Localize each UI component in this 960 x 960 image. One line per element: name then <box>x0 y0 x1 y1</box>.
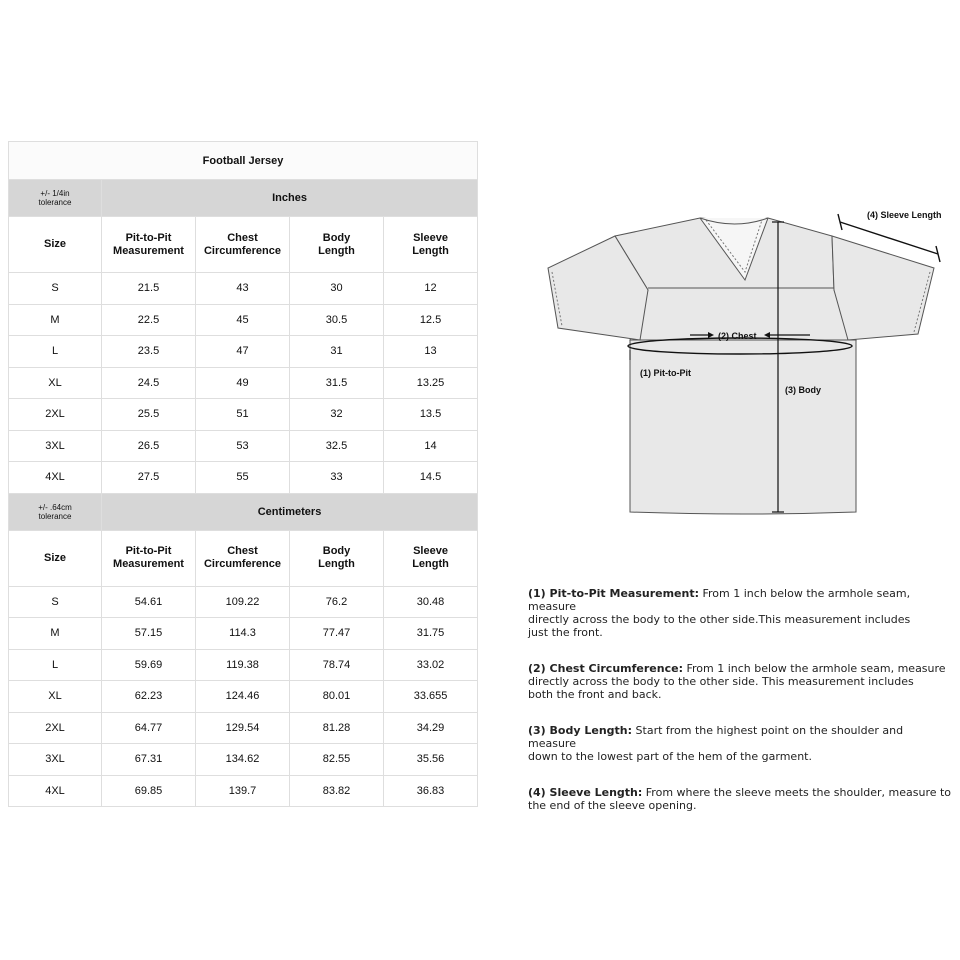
table-row <box>9 618 478 650</box>
table-row <box>9 462 478 494</box>
measurement-cell: 54.61 <box>102 586 196 618</box>
measurement-cell: 83.82 <box>290 775 384 807</box>
measurement-cell: 62.23 <box>102 681 196 713</box>
measurement-cell: 64.77 <box>102 712 196 744</box>
size-chart <box>8 141 477 807</box>
table-row <box>9 744 478 776</box>
size-cell: 3XL <box>9 744 102 776</box>
centimeters-section-row <box>9 493 478 530</box>
centimeters-unit-label: Centimeters <box>102 493 478 530</box>
inches-unit-label: Inches <box>102 180 478 217</box>
measurement-cell: 80.01 <box>290 681 384 713</box>
measurement-cell: 12 <box>384 273 478 305</box>
measurement-cell: 67.31 <box>102 744 196 776</box>
table-row <box>9 336 478 368</box>
column-header-line: Chest <box>227 545 258 557</box>
measurement-cell: 69.85 <box>102 775 196 807</box>
measurement-cell: 24.5 <box>102 367 196 399</box>
column-header-line: Circumference <box>203 558 282 570</box>
column-header-line: Size <box>43 238 66 250</box>
column-header-line: Pit-to-Pit <box>125 545 172 557</box>
size-cell: S <box>9 586 102 618</box>
measurement-cell: 55 <box>196 462 290 494</box>
measurement-cell: 21.5 <box>102 273 196 305</box>
column-header-line: Size <box>43 551 66 564</box>
measurement-cell: 31.5 <box>290 367 384 399</box>
measurement-cell: 36.83 <box>384 775 478 807</box>
measurement-cell: 57.15 <box>102 618 196 650</box>
column-header <box>290 530 384 586</box>
measurement-cell: 30.48 <box>384 586 478 618</box>
size-cell: XL <box>9 367 102 399</box>
table-row <box>9 586 478 618</box>
note-paragraph <box>528 724 953 763</box>
centimeters-header-row <box>9 530 478 586</box>
measurement-cell: 30 <box>290 273 384 305</box>
measurement-cell: 76.2 <box>290 586 384 618</box>
chest-label: (2) Chest <box>718 331 757 341</box>
inches-section-row <box>9 180 478 217</box>
measurement-cell: 13.25 <box>384 367 478 399</box>
measurement-cell: 33.655 <box>384 681 478 713</box>
measurement-cell: 109.22 <box>196 586 290 618</box>
column-header-line: Body <box>322 231 351 244</box>
note-paragraph <box>528 587 953 639</box>
column-header-line: Body <box>322 545 351 557</box>
column-header-line: Length <box>412 244 449 257</box>
measurement-cell: 33.02 <box>384 649 478 681</box>
measurement-cell: 124.46 <box>196 681 290 713</box>
column-header <box>196 530 290 586</box>
column-header <box>290 217 384 273</box>
table-row <box>9 304 478 336</box>
table-row <box>9 649 478 681</box>
measurement-cell: 12.5 <box>384 304 478 336</box>
column-header <box>102 530 196 586</box>
column-header <box>9 530 102 586</box>
right-sleeve-shape <box>832 236 934 340</box>
jersey-illustration <box>548 218 934 514</box>
title-row <box>9 142 478 180</box>
measurement-cell: 14.5 <box>384 462 478 494</box>
column-header-line: Measurement <box>113 558 184 570</box>
measurement-cell: 82.55 <box>290 744 384 776</box>
centimeters-tolerance <box>9 493 102 530</box>
jersey-body-shape <box>630 340 856 514</box>
size-table <box>8 141 478 807</box>
table-row <box>9 399 478 431</box>
size-cell: L <box>9 649 102 681</box>
measurement-cell: 78.74 <box>290 649 384 681</box>
measurement-cell: 139.7 <box>196 775 290 807</box>
size-cell: 2XL <box>9 399 102 431</box>
measurement-cell: 14 <box>384 430 478 462</box>
note-paragraph <box>528 786 953 812</box>
measurement-cell: 26.5 <box>102 430 196 462</box>
column-header-line: Sleeve <box>413 231 448 244</box>
column-header-line: Length <box>412 558 449 570</box>
measurement-cell: 34.29 <box>384 712 478 744</box>
table-row <box>9 775 478 807</box>
measurement-cell: 22.5 <box>102 304 196 336</box>
table-row <box>9 273 478 305</box>
size-cell: 4XL <box>9 775 102 807</box>
size-cell: L <box>9 336 102 368</box>
table-row <box>9 681 478 713</box>
size-cell: M <box>9 618 102 650</box>
measurement-cell: 51 <box>196 399 290 431</box>
measurement-notes <box>528 587 953 835</box>
tolerance-value: +/- .64cm <box>38 502 72 512</box>
measurement-cell: 134.62 <box>196 744 290 776</box>
column-header <box>196 217 290 273</box>
size-cell: S <box>9 273 102 305</box>
table-row <box>9 367 478 399</box>
column-header <box>384 217 478 273</box>
measurement-cell: 33 <box>290 462 384 494</box>
size-cell: 3XL <box>9 430 102 462</box>
measurement-cell: 35.56 <box>384 744 478 776</box>
measurement-cell: 81.28 <box>290 712 384 744</box>
measurement-cell: 13.5 <box>384 399 478 431</box>
measurement-cell: 43 <box>196 273 290 305</box>
measurement-cell: 32 <box>290 399 384 431</box>
measurement-cell: 31 <box>290 336 384 368</box>
measurement-cell: 59.69 <box>102 649 196 681</box>
note-text: From where the sleeve meets the shoulder, measure to the end of the sleeve opening. <box>528 786 952 812</box>
measurement-cell: 25.5 <box>102 399 196 431</box>
measurement-cell: 30.5 <box>290 304 384 336</box>
table-row <box>9 430 478 462</box>
inches-header-row <box>9 217 478 273</box>
note-paragraph <box>528 662 953 701</box>
column-header-line: Sleeve <box>413 545 448 557</box>
measurement-cell: 45 <box>196 304 290 336</box>
measurement-cell: 119.38 <box>196 649 290 681</box>
column-header-line: Pit-to-Pit <box>125 231 172 244</box>
column-header-line: Chest <box>227 231 258 244</box>
size-cell: XL <box>9 681 102 713</box>
column-header-line: Measurement <box>113 244 184 257</box>
note-text: Start from the highest point on the shoulder and measure down to the lowest part of the hem of the garment. <box>528 724 904 763</box>
note-text: From 1 inch below the armhole seam, measure directly across the body to the other side.This measurement includes just the front. <box>528 587 911 639</box>
column-header <box>9 217 102 273</box>
jersey-diagram <box>540 200 960 530</box>
column-header-line: Length <box>318 244 355 257</box>
measurement-cell: 49 <box>196 367 290 399</box>
measurement-cell: 13 <box>384 336 478 368</box>
note-heading: (4) Sleeve Length: <box>528 786 643 799</box>
size-table-body <box>9 142 478 807</box>
sleeve-length-label: (4) Sleeve Length <box>867 210 942 220</box>
tolerance-word: tolerance <box>38 198 72 207</box>
measurement-cell: 114.3 <box>196 618 290 650</box>
body-length-label: (3) Body <box>785 385 821 395</box>
measurement-cell: 23.5 <box>102 336 196 368</box>
measurement-cell: 53 <box>196 430 290 462</box>
inches-tolerance <box>9 180 102 217</box>
column-header <box>102 217 196 273</box>
note-text: From 1 inch below the armhole seam, measure directly across the body to the other side. This measurement includes both the front and back. <box>528 662 946 701</box>
note-heading: (1) Pit-to-Pit Measurement: <box>528 587 699 600</box>
table-row <box>9 712 478 744</box>
measurement-cell: 32.5 <box>290 430 384 462</box>
measurement-cell: 47 <box>196 336 290 368</box>
note-heading: (2) Chest Circumference: <box>528 662 683 675</box>
size-cell: M <box>9 304 102 336</box>
size-cell: 4XL <box>9 462 102 494</box>
chart-title: Football Jersey <box>9 142 478 180</box>
pit-to-pit-label: (1) Pit-to-Pit <box>640 368 691 378</box>
measurement-cell: 31.75 <box>384 618 478 650</box>
column-header-line: Length <box>318 558 355 570</box>
note-heading: (3) Body Length: <box>528 724 633 737</box>
tolerance-value: +/- 1/4in <box>40 189 70 198</box>
measurement-cell: 129.54 <box>196 712 290 744</box>
tolerance-word: tolerance <box>38 511 72 521</box>
measurement-cell: 77.47 <box>290 618 384 650</box>
column-header <box>384 530 478 586</box>
measurement-cell: 27.5 <box>102 462 196 494</box>
column-header-line: Circumference <box>203 244 282 257</box>
size-cell: 2XL <box>9 712 102 744</box>
